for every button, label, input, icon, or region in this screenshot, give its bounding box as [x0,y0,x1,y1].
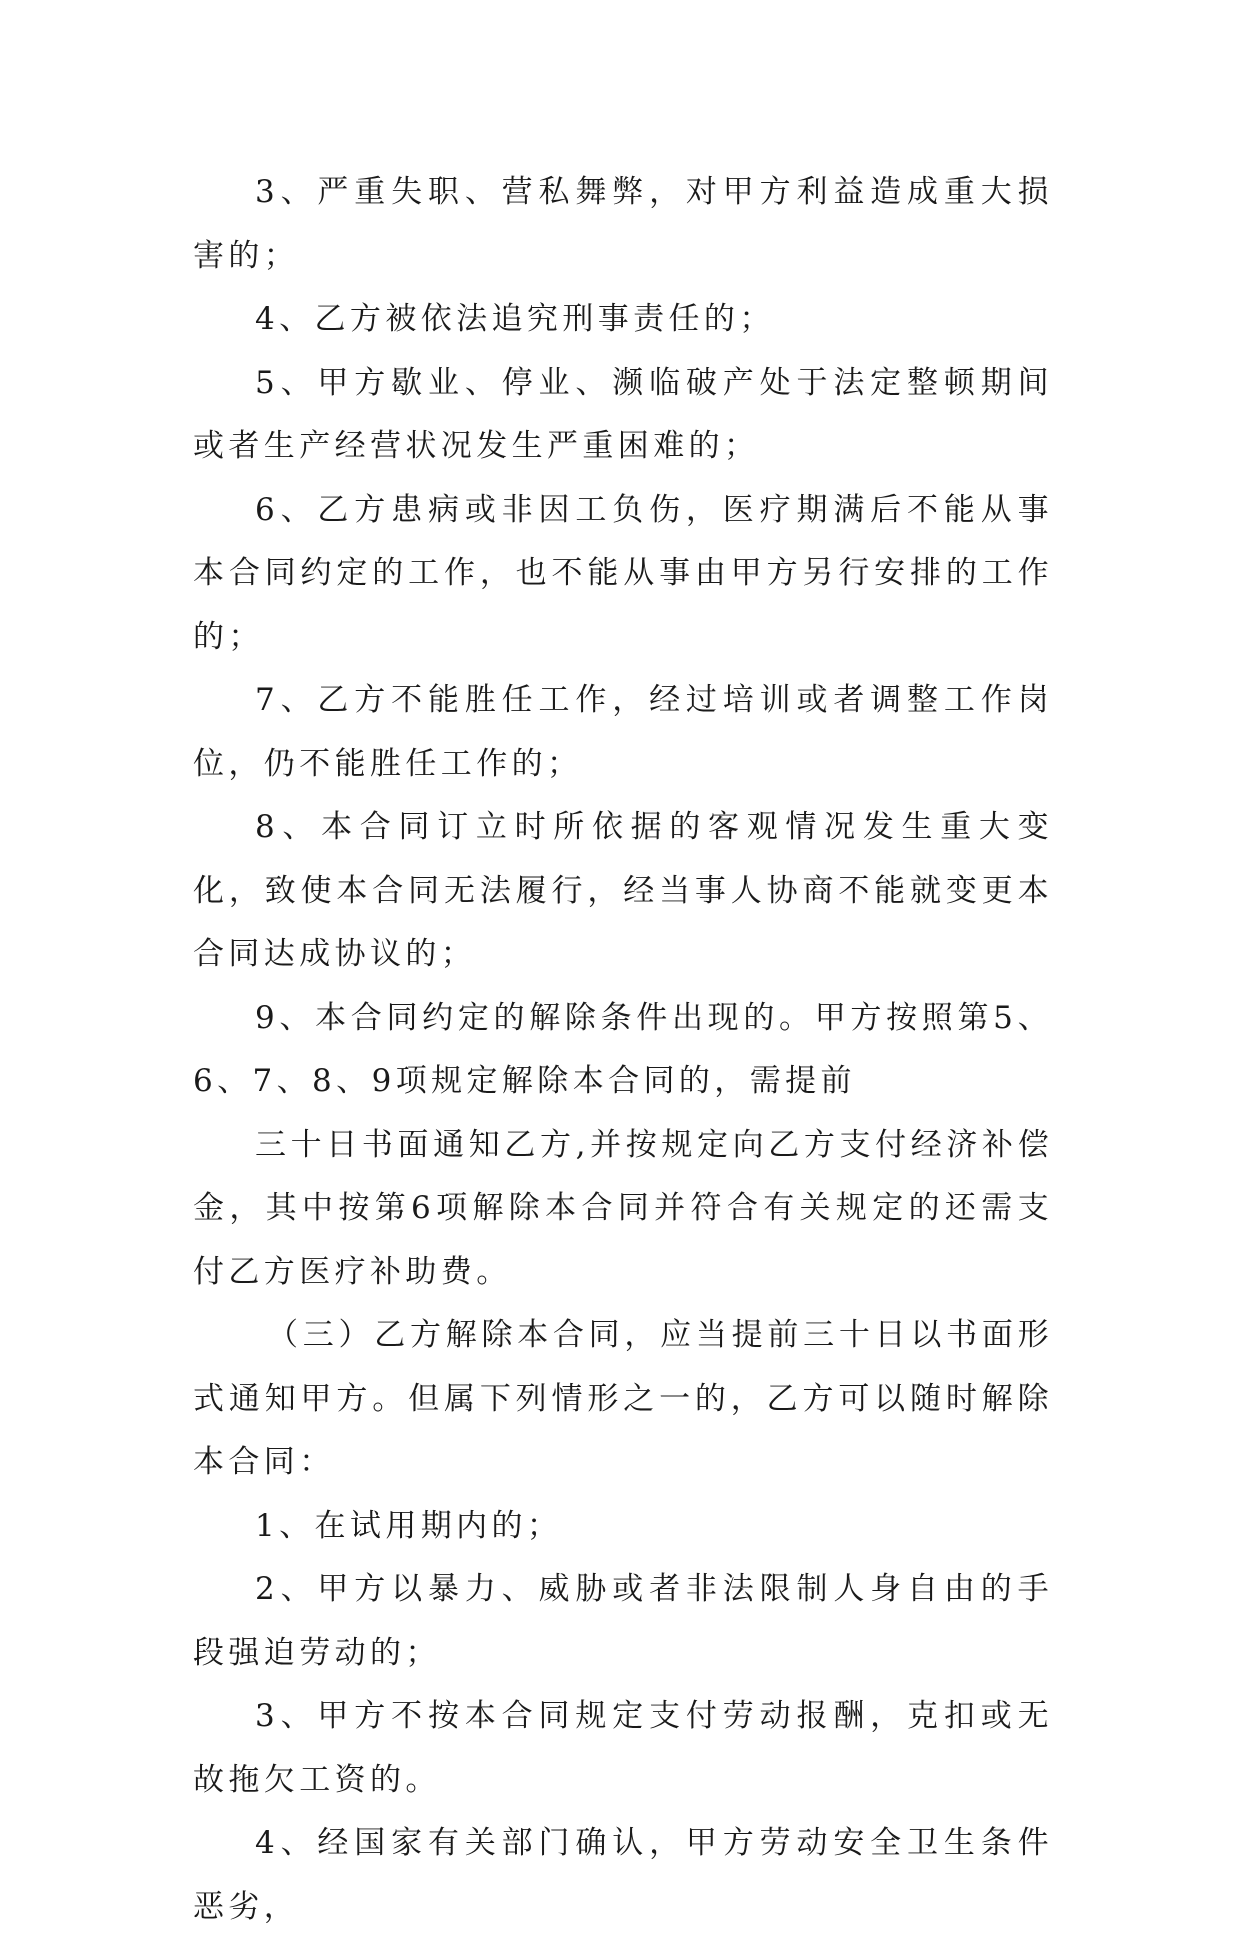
clause-9-termination-conditions: 9、本合同约定的解除条件出现的。甲方按照第5、6、7、8、9项规定解除本合同的，需提前 [193,999,1053,1099]
notice-and-compensation: 三十日书面通知乙方,并按规定向乙方支付经济补偿金，其中按第6项解除本合同并符合有关规定的还需支付乙方医疗补助费。 [193,1126,1053,1290]
employee-clause-1-probation: 1、在试用期内的； [255,1507,563,1544]
clause-5-business-suspension: 5、甲方歇业、停业、濒临破产处于法定整顿期间或者生产经营状况发生严重困难的； [193,364,1053,464]
section-3-employee-termination: （三）乙方解除本合同，应当提前三十日以书面形式通知甲方。但属下列情形之一的，乙方可以随时解除本合同： [193,1317,1053,1480]
clause-8-changed-circumstances: 8、本合同订立时所依据的客观情况发生重大变化，致使本合同无法履行，经当事人协商不能就变更本合同达成协议的； [193,809,1053,972]
clause-4-criminal-liability: 4、乙方被依法追究刑事责任的； [255,301,775,337]
employee-clause-4-unsafe-conditions: 4、经国家有关部门确认，甲方劳动安全卫生条件恶劣， [193,1825,1053,1925]
clause-3-serious-misconduct: 3、严重失职、营私舞弊，对甲方利益造成重大损害的； [193,174,1053,274]
employee-clause-3-unpaid-wages: 3、甲方不按本合同规定支付劳动报酬，克扣或无故拖欠工资的。 [193,1698,1053,1798]
clause-6-illness-injury: 6、乙方患病或非因工负伤，医疗期满后不能从事本合同约定的工作，也不能从事由甲方另行安排的工作的； [193,491,1053,655]
contract-body [193,161,1053,1939]
employee-clause-2-forced-labor: 2、甲方以暴力、威胁或者非法限制人身自由的手段强迫劳动的； [193,1571,1053,1671]
clause-7-incompetence: 7、乙方不能胜任工作，经过培训或者调整工作岗位，仍不能胜任工作的； [193,682,1053,782]
